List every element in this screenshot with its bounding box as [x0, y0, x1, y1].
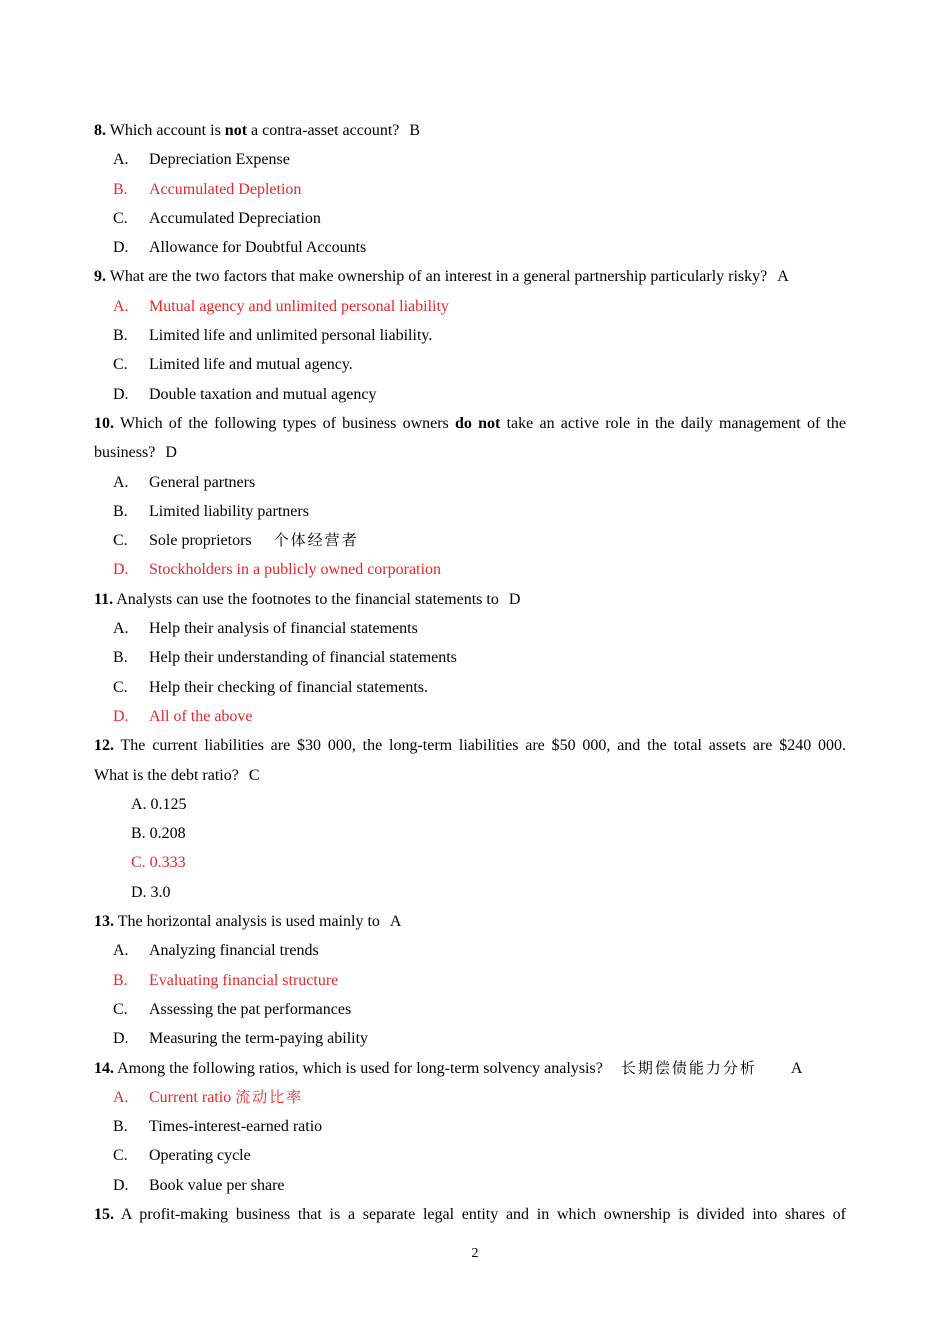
question-text: Which account is	[109, 122, 221, 139]
option-item-correct: B. Accumulated Depletion	[113, 180, 302, 198]
option-item-correct: D. Stockholders in a publicly owned corporation	[113, 561, 441, 579]
option-item: D. Double taxation and mutual agency	[113, 385, 377, 403]
option-item: D. Allowance for Doubtful Accounts	[113, 239, 367, 257]
question-text: Among the following ratios, which is used for long-term solvency analysis?	[117, 1059, 603, 1077]
question-list	[94, 116, 846, 1229]
option-item: A. 0.125	[131, 795, 187, 813]
option-item: D. 3.0	[131, 883, 171, 901]
question-text: take an active role in the daily management of the	[506, 414, 847, 432]
option-item: B. Limited liability partners	[113, 502, 309, 520]
question-text: a contra-asset account?	[251, 122, 400, 139]
option-item: B. Help their understanding of financial statements	[113, 649, 457, 667]
question-8	[94, 116, 846, 145]
question-13	[94, 907, 846, 936]
option-item: C. Operating cycle	[113, 1147, 251, 1165]
answer-key: A	[790, 1059, 803, 1077]
question-text: A profit-making business that is a separate legal entity and in which ownership is divided into shares of	[120, 1205, 846, 1223]
question-emphasis: not	[224, 122, 248, 139]
question-text: Analysts can use the footnotes to the financial statements to	[116, 590, 499, 608]
option-item: D. Measuring the term-paying ability	[113, 1030, 369, 1048]
question-12-continued	[94, 761, 846, 790]
question-number: 14.	[94, 1059, 114, 1077]
question-9	[94, 262, 846, 291]
option-item: C. Accumulated Depreciation	[113, 209, 321, 227]
option-item: C. Limited life and mutual agency.	[113, 356, 353, 374]
page-number: 2	[471, 1246, 479, 1261]
answer-key: B	[409, 122, 421, 139]
option-item: D. Book value per share	[113, 1176, 285, 1194]
question-10-continued	[94, 438, 846, 467]
option-item: B. Limited life and unlimited personal liability.	[113, 327, 433, 345]
question-number: 13.	[94, 913, 114, 931]
question-number: 15.	[94, 1205, 114, 1223]
answer-key: D	[165, 444, 177, 462]
option-item: B. Times-interest-earned ratio	[113, 1118, 323, 1136]
option-item: A. Analyzing financial trends	[113, 942, 319, 960]
option-item: A. Depreciation Expense	[113, 151, 290, 169]
question-10	[94, 409, 846, 438]
question-14	[94, 1054, 846, 1083]
question-text: The current liabilities are $30 000, the long-term liabilities are $50 000, and the total assets are $240 000.	[120, 737, 847, 755]
answer-key: A	[389, 913, 402, 931]
question-emphasis: do not	[455, 414, 501, 432]
question-number: 12.	[94, 737, 114, 755]
option-item: A. General partners	[113, 473, 256, 491]
chinese-note: 个体经营者	[273, 531, 359, 550]
question-number: 10.	[94, 414, 114, 432]
question-text: What is the debt ratio?	[94, 766, 239, 784]
question-12	[94, 731, 846, 760]
question-number: 11.	[94, 590, 114, 608]
option-item: C. Help their checking of financial statements.	[113, 678, 429, 696]
question-number: 8.	[94, 122, 106, 139]
chinese-note: 流动比率	[235, 1087, 304, 1106]
option-item-correct: A. Current ratio 流动比率	[113, 1087, 304, 1106]
option-item-correct: A. Mutual agency and unlimited personal liability	[113, 297, 449, 315]
answer-key: C	[248, 766, 260, 784]
question-text: Which of the following types of business owners	[119, 414, 449, 432]
option-item: B. 0.208	[131, 825, 186, 843]
option-item: C. Sole proprietors 个体经营者	[113, 531, 359, 550]
chinese-note: 长期偿债能力分析	[620, 1058, 757, 1077]
question-text: The horizontal analysis is used mainly to	[117, 913, 380, 931]
option-item-correct: C. 0.333	[131, 854, 186, 872]
answer-key: D	[508, 590, 521, 608]
question-text: What are the two factors that make ownership of an interest in a general partnership particularly risky?	[109, 268, 768, 286]
option-item: C. Assessing the pat performances	[113, 1000, 352, 1018]
question-number: 9.	[94, 268, 106, 286]
question-text: business?	[94, 444, 156, 462]
question-11	[94, 585, 846, 614]
answer-key: A	[777, 268, 789, 286]
question-15	[94, 1200, 846, 1229]
option-item-correct: D. All of the above	[113, 707, 253, 725]
option-item-correct: B. Evaluating financial structure	[113, 971, 339, 989]
option-item: A. Help their analysis of financial statements	[113, 620, 418, 638]
